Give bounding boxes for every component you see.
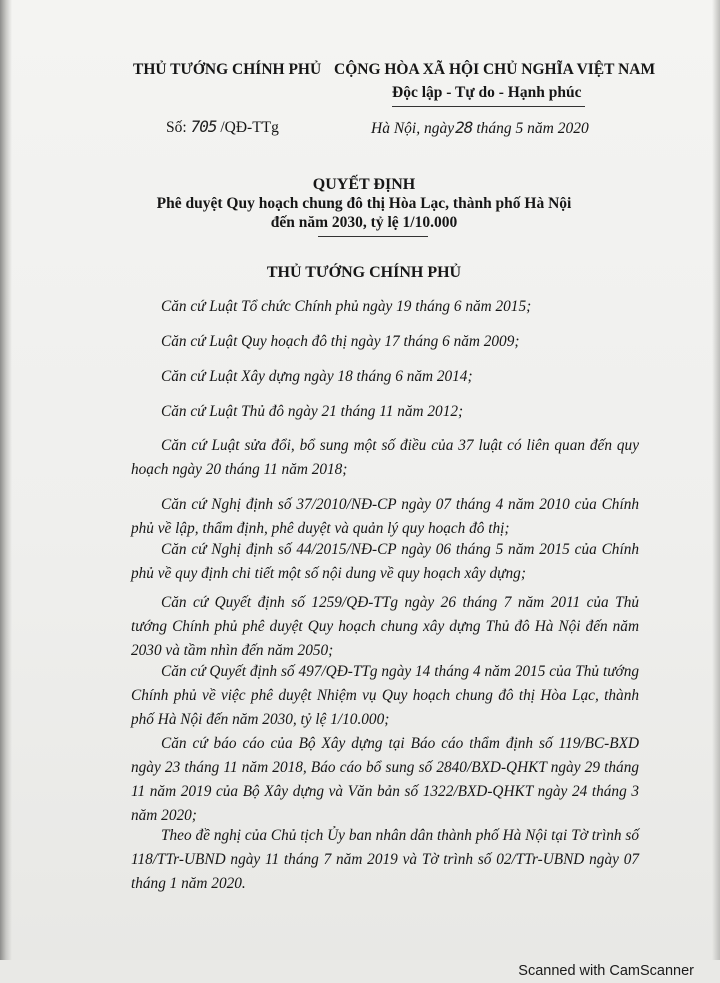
title-underline <box>318 236 428 237</box>
legal-basis-paragraph: Căn cứ Luật Thủ đô ngày 21 tháng 11 năm 2012; <box>161 403 464 420</box>
national-motto: Độc lập - Tự do - Hạnh phúc <box>392 84 582 101</box>
legal-basis-paragraph: Căn cứ Luật sửa đổi, bổ sung một số điều của 37 luật có liên quan đến quy hoạch ngày 20 tháng 11 năm 2018; <box>131 437 639 478</box>
document-number <box>166 117 279 137</box>
document-date <box>371 118 589 138</box>
document-subject-line-1: Phê duyệt Quy hoạch chung đô thị Hòa Lạc, thành phố Hà Nội <box>156 195 572 212</box>
legal-basis-paragraph: Căn cứ Nghị định số 44/2015/NĐ-CP ngày 06 tháng 5 năm 2015 của Chính phủ về quy định chi tiết một số nội dung về quy hoạch xây dựng; <box>131 541 639 582</box>
date-prefix: Hà Nội, ngày <box>371 120 455 137</box>
date-rest: tháng 5 năm 2020 <box>476 120 589 137</box>
motto-underline <box>392 106 585 107</box>
page-shadow-left <box>0 0 12 960</box>
scanner-watermark: Scanned with CamScanner <box>518 963 694 979</box>
legal-basis-paragraph: Căn cứ Luật Tổ chức Chính phủ ngày 19 tháng 6 năm 2015; <box>161 298 532 315</box>
legal-basis-paragraph: Căn cứ Nghị định số 37/2010/NĐ-CP ngày 07 tháng 4 năm 2010 của Chính phủ về lập, thẩm định, phê duyệt và quản lý quy hoạch đô thị; <box>131 496 639 537</box>
page-shadow-right <box>712 0 720 960</box>
legal-basis-paragraph: Căn cứ Quyết định số 497/QĐ-TTg ngày 14 tháng 4 năm 2015 của Thủ tướng Chính phủ về việc phê duyệt Nhiệm vụ Quy hoạch chung đô thị Hòa Lạc, thành phố Hà Nội đến năm 2030, tỷ lệ 1/10.000; <box>131 663 639 728</box>
proposal-paragraph: Theo đề nghị của Chủ tịch Ủy ban nhân dân thành phố Hà Nội tại Tờ trình số 118/TTr-UBND ngày 11 tháng 7 năm 2019 và Tờ trình số 02/TTr-UBND ngày 07 tháng 1 năm 2020. <box>131 827 639 892</box>
number-suffix: /QĐ-TTg <box>220 119 279 136</box>
legal-basis-paragraph: Căn cứ Luật Xây dựng ngày 18 tháng 6 năm 2014; <box>161 368 473 385</box>
document-subject-line-2: đến năm 2030, tỷ lệ 1/10.000 <box>270 214 458 231</box>
legal-basis-paragraph: Căn cứ Quyết định số 1259/QĐ-TTg ngày 26 tháng 7 năm 2011 của Thủ tướng Chính phủ phê duyệt Quy hoạch chung xây dựng Thủ đô Hà Nội đến năm 2030 và tầm nhìn đến năm 2050; <box>131 594 639 659</box>
handwritten-day: 28 <box>455 118 473 137</box>
legal-basis-paragraph: Căn cứ báo cáo của Bộ Xây dựng tại Báo cáo thẩm định số 119/BC-BXD ngày 23 tháng 11 năm 2018, Báo cáo bổ sung số 2840/BXD-QHKT ngày 29 tháng 11 năm 2019 của Bộ Xây dựng và Văn bản số 1322/BXD-QHKT ngày 24 tháng 3 năm 2020; <box>131 735 639 824</box>
issuing-agency: THỦ TƯỚNG CHÍNH PHỦ <box>133 61 322 78</box>
republic-name: CỘNG HÒA XÃ HỘI CHỦ NGHĨA VIỆT NAM <box>334 61 656 78</box>
document-title: QUYẾT ĐỊNH <box>312 176 416 193</box>
issuing-authority: THỦ TƯỚNG CHÍNH PHỦ <box>266 264 462 281</box>
number-prefix: Số: <box>166 119 187 136</box>
legal-basis-paragraph: Căn cứ Luật Quy hoạch đô thị ngày 17 tháng 6 năm 2009; <box>161 333 520 350</box>
handwritten-number: 705 <box>190 117 217 136</box>
